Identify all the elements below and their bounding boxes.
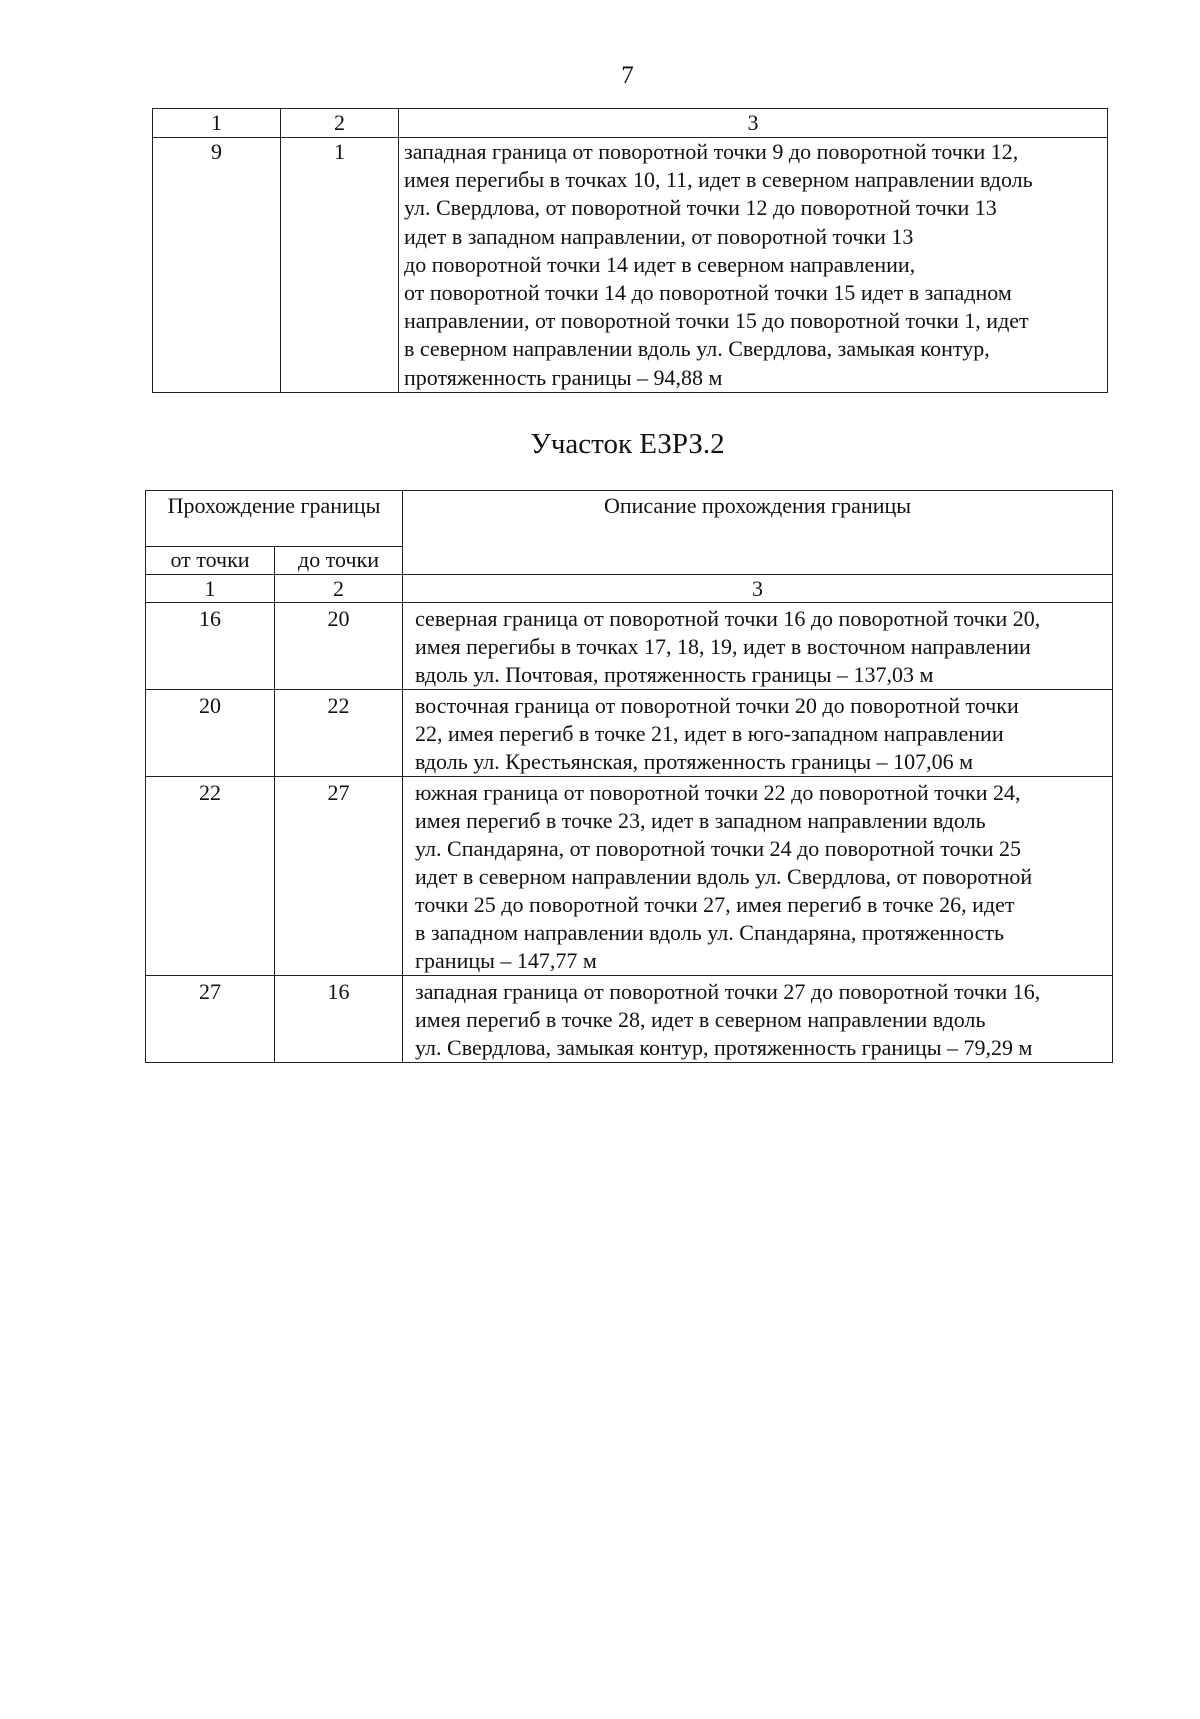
description-line: в северном направлении вдоль ул. Свердлова, замыкая контур, — [404, 336, 990, 362]
description-line: 22, имея перегиб в точке 21, идет в юго-западном направлении — [415, 721, 1004, 746]
description-line: идет в западном направлении, от поворотной точки 13 — [404, 223, 914, 249]
description-line: идет в северном направлении вдоль ул. Свердлова, от поворотной — [415, 864, 1033, 889]
description-cell — [403, 603, 1113, 690]
description-line: имея перегиб в точке 23, идет в западном направлении вдоль — [415, 808, 986, 833]
boundary-table — [145, 490, 1113, 1063]
page-number: 7 — [621, 62, 634, 89]
column-number-row — [146, 575, 1113, 603]
description-cell — [403, 777, 1113, 976]
description-line: ул. Свердлова, замыкая контур, протяженность границы – 79,29 м — [415, 1035, 1033, 1060]
description-line: имея перегиб в точке 28, идет в северном направлении вдоль — [415, 1007, 986, 1032]
to-point-cell: 27 — [275, 777, 403, 976]
description-line: границы – 147,77 м — [415, 948, 597, 973]
column-number-cell: 2 — [275, 575, 403, 603]
description-line: западная граница от поворотной точки 9 до поворотной точки 12, — [404, 139, 1019, 164]
table-row — [153, 138, 1108, 393]
description-line: западная граница от поворотной точки 27 до поворотной точки 16, — [415, 979, 1041, 1004]
to-point-cell: 22 — [275, 690, 403, 777]
description-cell — [399, 138, 1108, 393]
column-number-cell: 1 — [146, 575, 275, 603]
description-line: от поворотной точки 14 до поворотной точки 15 идет в западном — [404, 280, 1012, 306]
header-group-cell: Прохождение границы — [146, 491, 403, 547]
from-point-cell: 22 — [146, 777, 275, 976]
description-line: до поворотной точки 14 идет в северном направлении, — [404, 251, 916, 277]
header-description-cell: Описание прохождения границы — [403, 491, 1113, 575]
header-from-cell: от точки — [146, 547, 275, 575]
column-number-cell: 1 — [153, 109, 281, 138]
description-line: имея перегибы в точках 17, 18, 19, идет в восточном направлении — [415, 634, 1031, 659]
boundary-table-continued — [152, 108, 1108, 393]
to-point-cell: 16 — [275, 976, 403, 1063]
description-line: ул. Спандаряна, от поворотной точки 24 до поворотной точки 25 — [415, 836, 1021, 861]
column-number-cell: 2 — [281, 109, 399, 138]
description-cell — [403, 976, 1113, 1063]
column-number-cell: 3 — [399, 109, 1108, 138]
header-row — [146, 491, 1113, 547]
column-number-row — [153, 109, 1108, 138]
description-cell — [403, 690, 1113, 777]
from-point-cell: 27 — [146, 976, 275, 1063]
description-line: направлении, от поворотной точки 15 до поворотной точки 1, идет — [404, 308, 1029, 334]
description-line: вдоль ул. Крестьянская, протяженность границы – 107,06 м — [415, 749, 973, 774]
to-point-cell: 20 — [275, 603, 403, 690]
table-row — [146, 690, 1113, 777]
description-line: восточная граница от поворотной точки 20 до поворотной точки — [415, 693, 1019, 718]
description-line: ул. Свердлова, от поворотной точки 12 до поворотной точки 13 — [404, 195, 997, 221]
description-line: вдоль ул. Почтовая, протяженность границы – 137,03 м — [415, 662, 934, 687]
table-row — [146, 777, 1113, 976]
header-to-cell: до точки — [275, 547, 403, 575]
to-point-cell: 1 — [281, 138, 399, 393]
from-point-cell: 20 — [146, 690, 275, 777]
description-line: в западном направлении вдоль ул. Спандаряна, протяженность — [415, 920, 1004, 945]
from-point-cell: 16 — [146, 603, 275, 690]
table-row — [146, 603, 1113, 690]
description-line: имея перегибы в точках 10, 11, идет в северном направлении вдоль — [404, 167, 1033, 193]
section-title: Участок ЕЗРЗ.2 — [530, 428, 725, 460]
table-row — [146, 976, 1113, 1063]
from-point-cell: 9 — [153, 138, 281, 393]
column-number-cell: 3 — [403, 575, 1113, 603]
description-line: точки 25 до поворотной точки 27, имея перегиб в точке 26, идет — [415, 892, 1015, 917]
description-line: северная граница от поворотной точки 16 до поворотной точки 20, — [415, 606, 1041, 631]
description-line: протяженность границы – 94,88 м — [404, 364, 723, 390]
description-line: южная граница от поворотной точки 22 до поворотной точки 24, — [415, 780, 1021, 805]
